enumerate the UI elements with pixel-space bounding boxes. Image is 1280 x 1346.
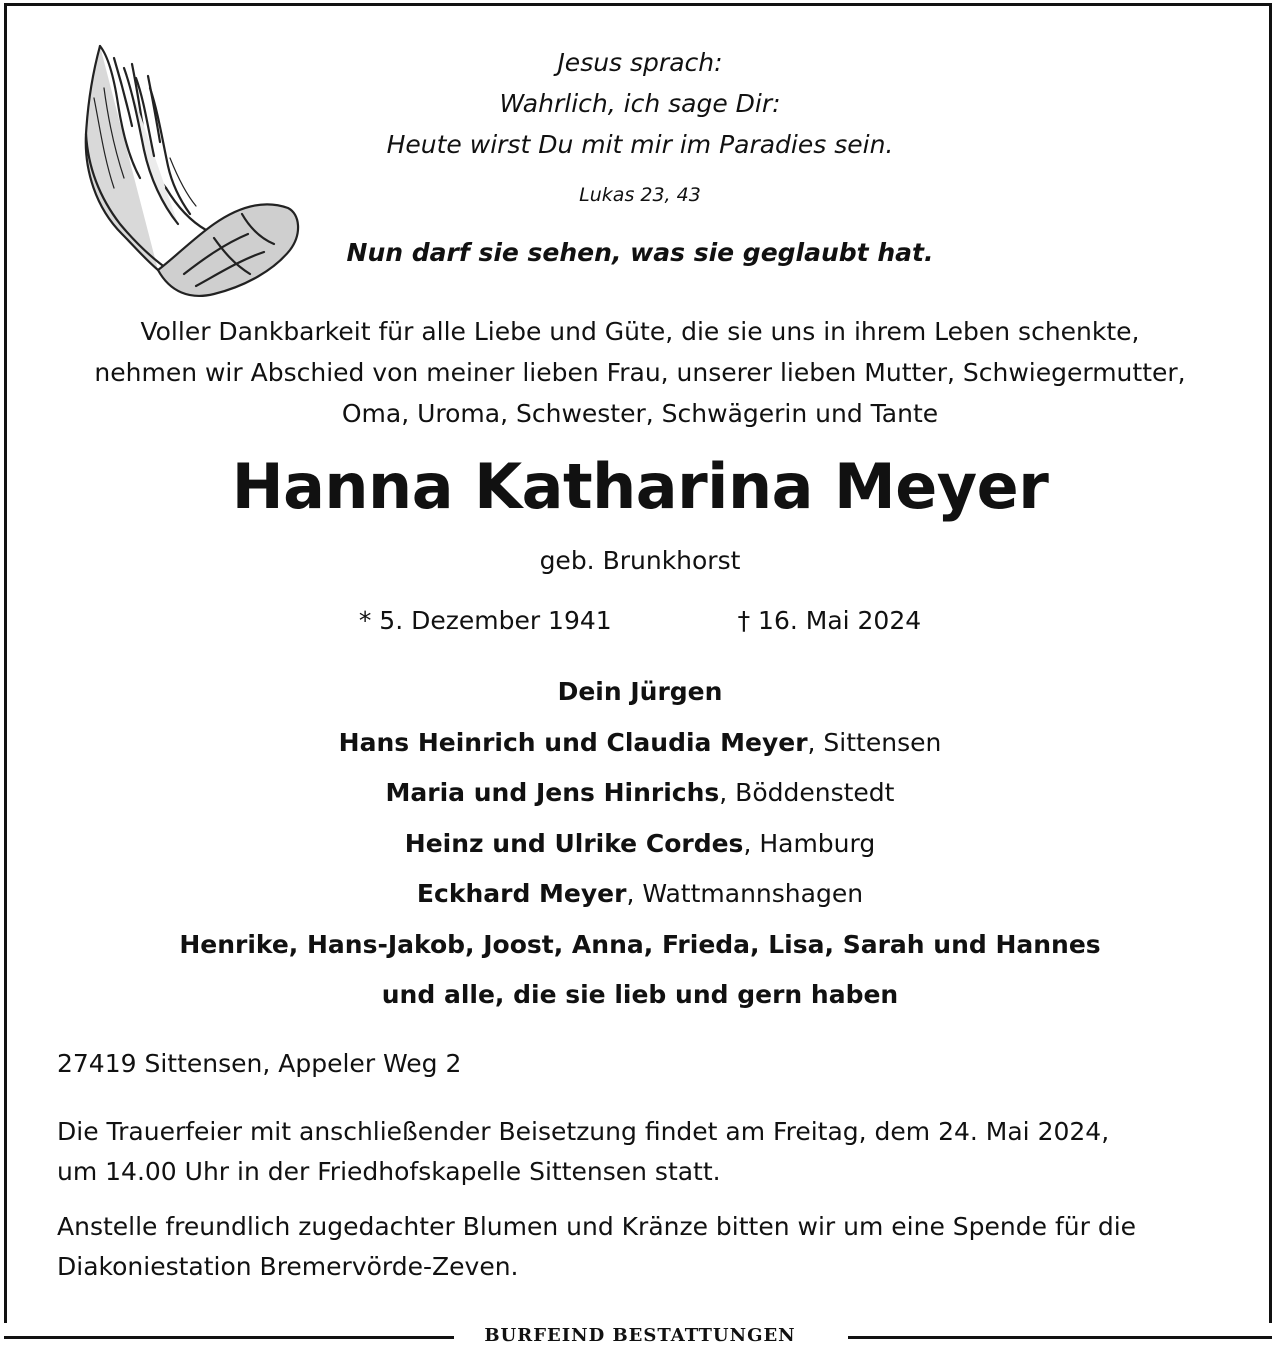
deceased-name: Hanna Katharina Meyer [231,450,1049,523]
intro-line-2: nehmen wir Abschied von meiner lieben Frau, unserer lieben Mutter, Schwiegermutter, [94,358,1186,387]
mourner-line: Henrike, Hans-Jakob, Joost, Anna, Frieda, Lisa, Sarah und Hannes [179,929,1101,959]
address: 27419 Sittensen, Appeler Weg 2 [57,1049,462,1078]
motto: Nun darf sie sehen, was sie geglaubt hat. [346,238,934,267]
mourner-line: und alle, die sie lieb und gern haben [381,980,899,1009]
birth-date: * 5. Dezember 1941 [358,606,612,635]
donation-line-1: Anstelle freundlich zugedachter Blumen und Kränze bitten wir um eine Spende für die [57,1212,1137,1241]
born-name: geb. Brunkhorst [539,546,741,575]
death-date: † 16. Mai 2024 [737,606,922,635]
quote-line-2: Wahrlich, ich sage Dir: [499,89,781,118]
donation-line-2: Diakoniestation Bremervörde-Zeven. [57,1252,519,1281]
donation-info [57,1207,1237,1287]
mourner-line: Dein Jürgen [557,677,723,706]
funeral-info [57,1112,1237,1192]
quote-line-3: Heute wirst Du mit mir im Paradies sein. [386,130,894,159]
mourner-line: Maria und Jens Hinrichs, Böddenstedt [385,778,895,807]
mourner-line: Eckhard Meyer, Wattmannshagen [416,879,864,908]
bible-quote [0,42,1280,165]
funeral-home-logo: BURFEIND BESTATTUNGEN [484,1325,796,1346]
quote-line-1: Jesus sprach: [557,48,723,77]
quote-reference: Lukas 23, 43 [579,184,701,206]
mourners-list [0,667,1280,1021]
mourner-line: Heinz und Ulrike Cordes, Hamburg [404,828,876,858]
intro-line-1: Voller Dankbarkeit für alle Liebe und Güte, die sie uns in ihrem Leben schenkte, [140,317,1140,346]
funeral-line-2: um 14.00 Uhr in der Friedhofskapelle Sittensen statt. [57,1157,721,1186]
life-dates [0,606,1280,635]
intro-text [0,311,1280,434]
funeral-line-1: Die Trauerfeier mit anschließender Beisetzung findet am Freitag, dem 24. Mai 2024, [57,1117,1110,1146]
mourner-line: Hans Heinrich und Claudia Meyer, Sittensen [338,727,942,757]
intro-line-3: Oma, Uroma, Schwester, Schwägerin und Tante [341,399,939,428]
